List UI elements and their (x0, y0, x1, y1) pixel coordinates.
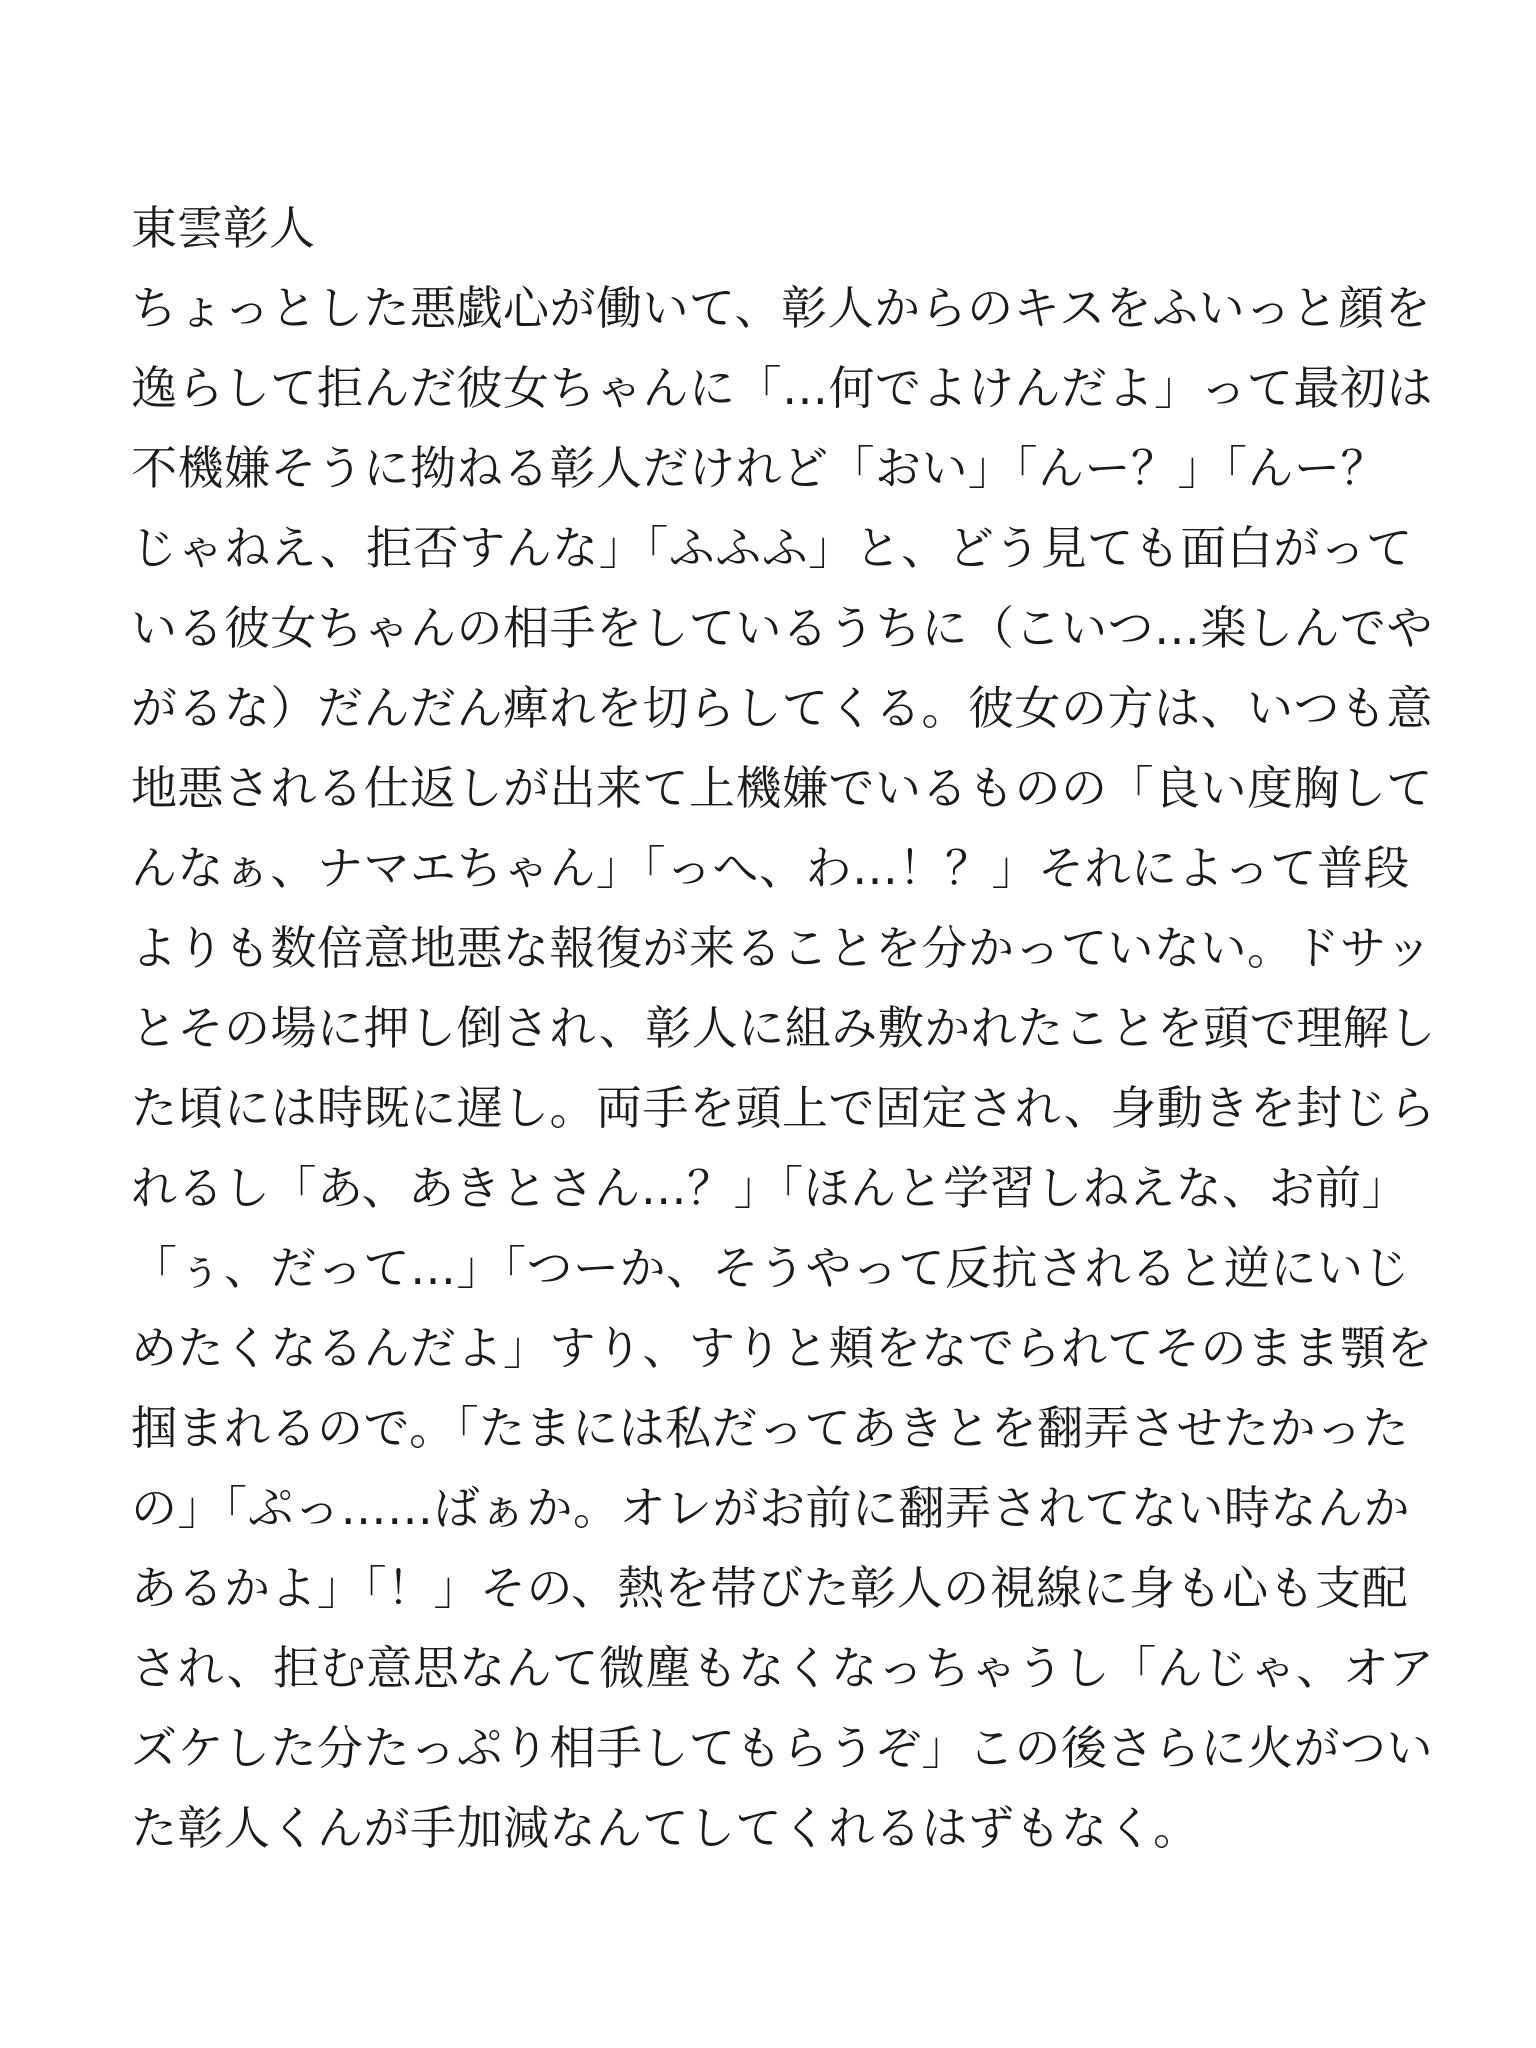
body-line: ズケした分たっぷり相手してもらうぞ」この後さらに火がつい (131, 1721, 1433, 1775)
document-body (131, 278, 1436, 1878)
body-line: 地悪される仕返しが出来て上機嫌でいるものの「良い度胸して (131, 761, 1433, 815)
body-line: た頃には時既に遅し。両手を頭上で固定され、身動きを封じら (131, 1081, 1436, 1135)
body-line: よりも数倍意地悪な報復が来ることを分かっていない。ドサッ (131, 921, 1433, 975)
body-line: た彰人くんが手加減なんてしてくれるはずもなく。 (131, 1801, 1200, 1855)
document-title: 東雲彰人 (131, 201, 315, 255)
body-line: 不機嫌そうに拗ねる彰人だけれど「おい」「んー？」「んー？ (131, 441, 1387, 495)
body-line: 「ぅ、だって…」「つーか、そうやって反抗されると逆にいじ (131, 1241, 1410, 1295)
body-line: の」「ぷっ……ばぁか。オレがお前に翻弄されてない時なんか (131, 1481, 1410, 1535)
body-line: がるな）だんだん痺れを切らしてくる。彼女の方は、いつも意 (131, 681, 1433, 735)
body-line: いる彼女ちゃんの相手をしているうちに（こいつ…楽しんでや (131, 601, 1433, 655)
body-line: とその場に押し倒され、彰人に組み敷かれたことを頭で理解し (131, 1001, 1436, 1055)
body-line: 掴まれるので。「たまには私だってあきとを翻弄させたかった (131, 1401, 1410, 1455)
body-line: ちょっとした悪戯心が働いて、彰人からのキスをふいっと顔を (131, 281, 1432, 335)
body-line: めたくなるんだよ」すり、すりと頬をなでられてそのまま顎を (131, 1321, 1433, 1375)
body-line: んなぁ、ナマエちゃん」「っへ、わ…！？」それによって普段 (131, 841, 1410, 895)
body-line: され、拒む意思なんて微塵もなくなっちゃうし「んじゃ、オア (131, 1641, 1435, 1695)
body-line: れるし「あ、あきとさん…？」「ほんと学習しねえな、お前」 (131, 1161, 1409, 1215)
body-line: 逸らして拒んだ彼女ちゃんに「…何でよけんだよ」って最初は (131, 361, 1433, 415)
body-line: あるかよ」「！」その、熱を帯びた彰人の視線に身も心も支配 (131, 1561, 1409, 1615)
body-line: じゃねえ、拒否すんな」「ふふふ」と、どう見ても面白がって (131, 521, 1413, 575)
